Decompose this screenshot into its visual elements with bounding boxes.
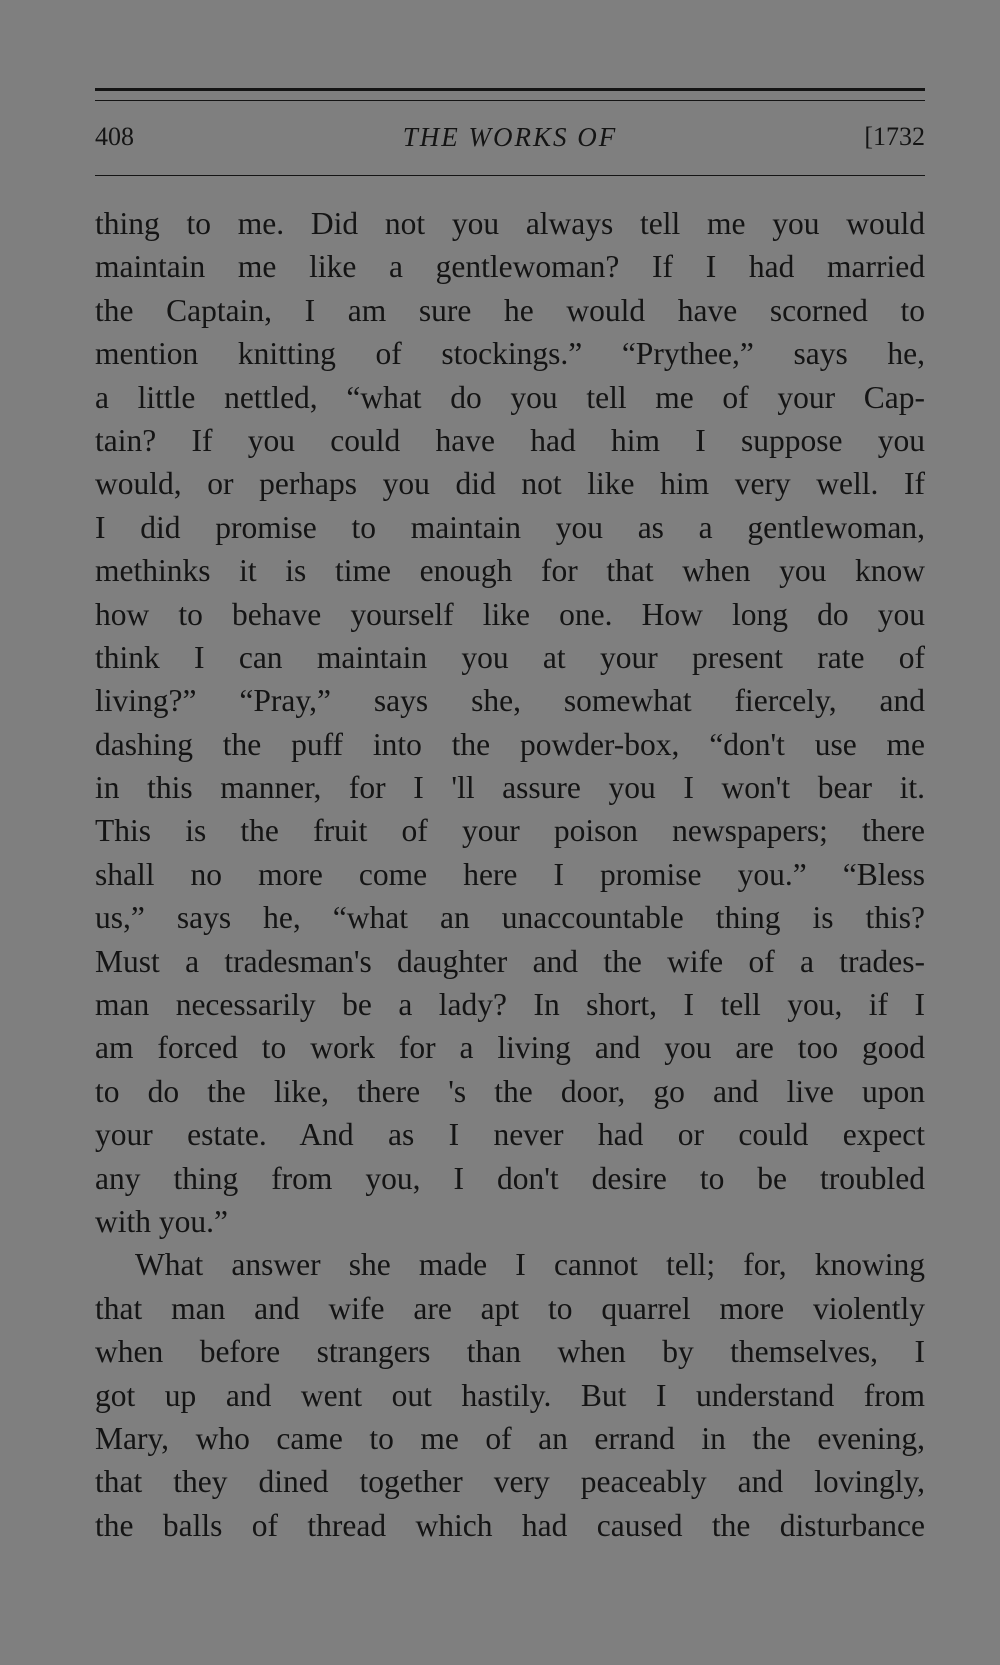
text-line: shall no more come here I promise you.” “Bless <box>95 856 925 892</box>
text-line: mention knitting of stockings.” “Prythee,” says he, <box>95 336 925 372</box>
text-line: us,” says he, “what an unaccountable thing is this? <box>95 900 925 936</box>
text-line: Must a tradesman's daughter and the wife of a trades- <box>95 943 925 979</box>
text-line: that they dined together very peaceably and lovingly, <box>95 1464 925 1500</box>
text-line-paragraph-end: with you.” <box>95 1203 228 1239</box>
text-line: am forced to work for a living and you are too good <box>95 1030 925 1066</box>
text-line: I did promise to maintain you as a gentlewoman, <box>95 509 925 545</box>
header-double-rule-top <box>95 88 925 91</box>
book-page <box>95 88 925 1547</box>
text-line: man necessarily be a lady? In short, I tell you, if I <box>95 987 925 1023</box>
text-line: in this manner, for I 'll assure you I won't bear it. <box>95 770 925 806</box>
running-head <box>95 117 925 169</box>
year-mark: [1732 <box>864 122 925 151</box>
text-line: This is the fruit of your poison newspapers; there <box>95 813 925 849</box>
running-title: THE WORKS OF <box>402 122 618 152</box>
text-line: tain? If you could have had him I suppose you <box>95 422 925 458</box>
header-double-rule-bottom <box>95 100 925 101</box>
text-line: would, or perhaps you did not like him very well. If <box>95 466 925 502</box>
text-line: methinks it is time enough for that when you know <box>95 553 925 589</box>
text-line-paragraph-start: What answer she made I cannot tell; for, knowing <box>135 1247 925 1283</box>
header-rule <box>95 175 925 176</box>
page-number: 408 <box>95 122 134 151</box>
text-line: that man and wife are apt to quarrel more violently <box>95 1290 925 1326</box>
text-line: living?” “Pray,” says she, somewhat fiercely, and <box>95 683 925 719</box>
text-line: dashing the puff into the powder-box, “don't use me <box>95 726 925 762</box>
text-line: think I can maintain you at your present rate of <box>95 639 925 675</box>
text-line: your estate. And as I never had or could expect <box>95 1117 925 1153</box>
text-line: got up and went out hastily. But I understand from <box>95 1377 925 1413</box>
text-line: maintain me like a gentlewoman? If I had married <box>95 249 925 285</box>
text-line: thing to me. Did not you always tell me you would <box>95 206 925 241</box>
text-line: the balls of thread which had caused the disturbance <box>95 1507 925 1543</box>
text-line: to do the like, there 's the door, go and live upon <box>95 1073 925 1109</box>
text-line: how to behave yourself like one. How long do you <box>95 596 925 632</box>
text-line: any thing from you, I don't desire to be troubled <box>95 1160 925 1196</box>
text-line: the Captain, I am sure he would have scorned to <box>95 292 925 328</box>
text-line: when before strangers than when by themselves, I <box>95 1334 925 1370</box>
text-line: Mary, who came to me of an errand in the evening, <box>95 1420 925 1456</box>
body-text <box>95 202 925 1547</box>
text-line: a little nettled, “what do you tell me of your Cap- <box>95 379 925 415</box>
